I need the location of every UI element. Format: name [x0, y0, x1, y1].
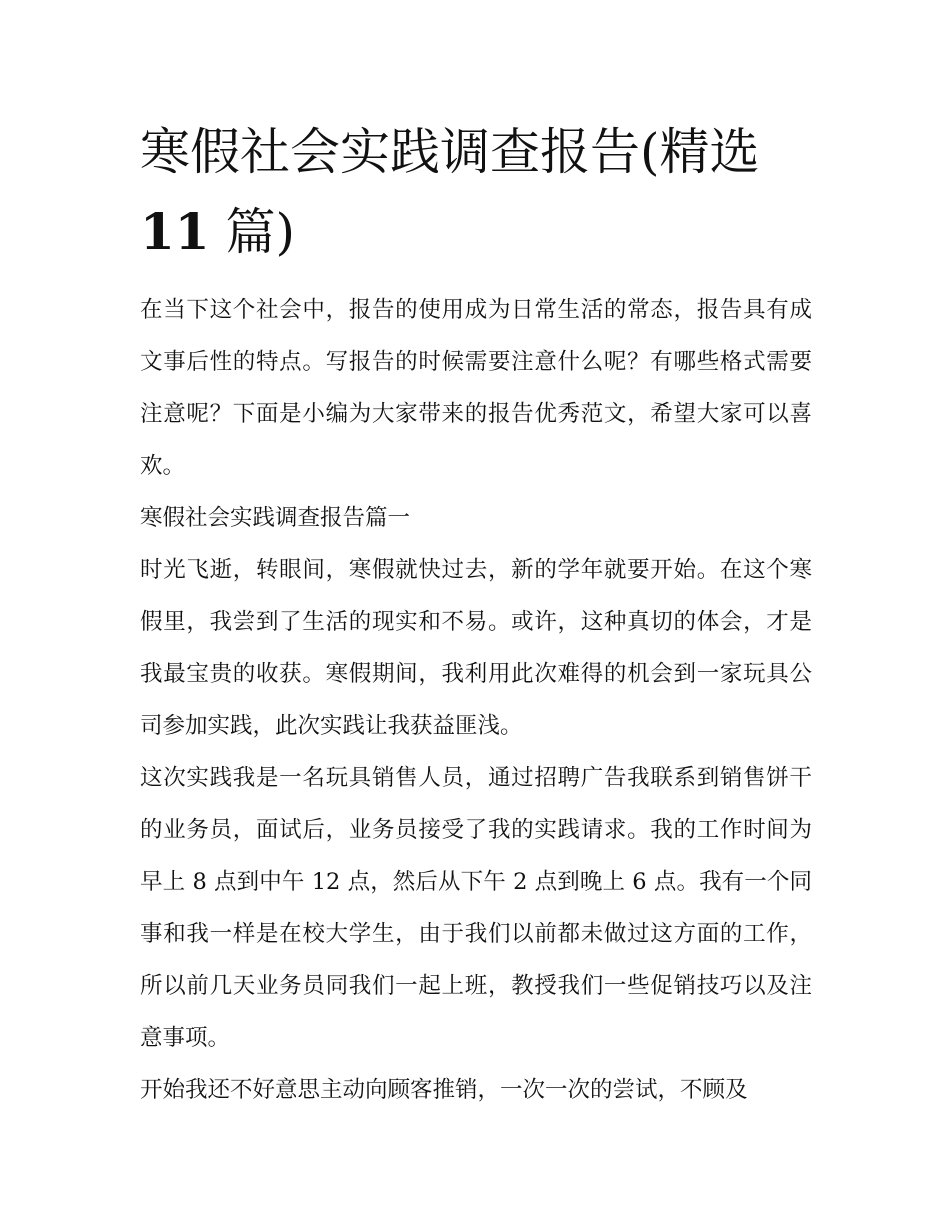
section-heading: 寒假社会实践调查报告篇一	[140, 505, 411, 531]
title-line-1: 寒假社会实践调查报告(精选	[140, 123, 760, 181]
title-line-2: 篇)	[209, 203, 295, 261]
body-paragraph-3: 开始我还不好意思主动向顾客推销，一次一次的尝试，不顾及	[140, 1077, 748, 1103]
title-number: 11	[140, 202, 210, 261]
intro-paragraph: 在当下这个社会中，报告的使用成为日常生活的常态，报告具有成文事后性的特点。写报告的时候需要注意什么呢？有哪些格式需要注意呢？下面是小编为大家带来的报告优秀范文，希望大家可以喜欢。	[140, 297, 812, 479]
body-paragraph-2: 这次实践我是一名玩具销售人员，通过招聘广告我联系到销售饼干的业务员，面试后，业务员接受了我的实践请求。我的工作时间为早上 8 点到中午 12 点，然后从下午 2 点到晚上 6 点。我有一个同事和我一样是在校大学生，由于我们以前都未做过这方面的工作，所以前几天业务员同我们一起上班，教授我们一些促销技巧以及注意事项。	[140, 765, 812, 1051]
body-paragraph-1: 时光飞逝，转眼间，寒假就快过去，新的学年就要开始。在这个寒假里，我尝到了生活的现实和不易。或许，这种真切的体会，才是我最宝贵的收获。寒假期间，我利用此次难得的机会到一家玩具公司参加实践，此次实践让我获益匪浅。	[140, 557, 812, 739]
document-title	[140, 112, 812, 272]
document-body	[140, 112, 812, 1116]
